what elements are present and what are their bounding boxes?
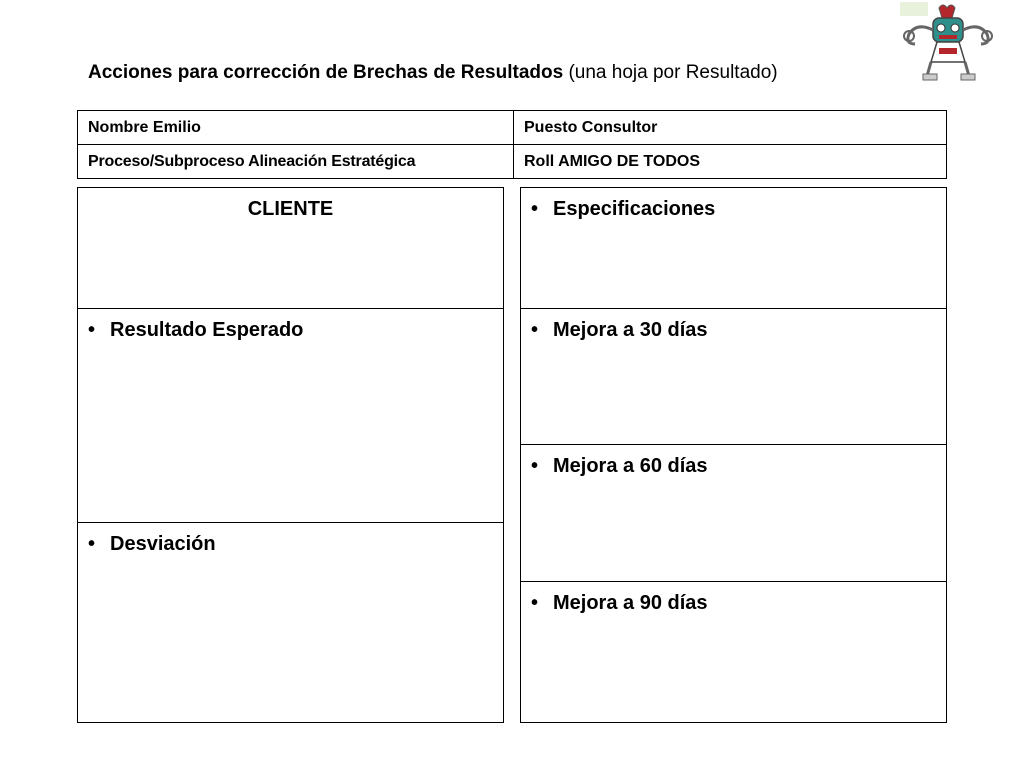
deviation-heading	[88, 533, 216, 556]
role-cell	[513, 144, 947, 179]
page-title	[88, 62, 778, 84]
right-panel	[520, 187, 947, 723]
process-cell	[77, 144, 514, 179]
improve-30-heading	[531, 319, 708, 342]
improve-60-heading	[531, 455, 708, 478]
role-label: Roll AMIGO DE TODOS	[524, 152, 701, 170]
client-heading: CLIENTE	[247, 198, 334, 220]
deviation-section	[78, 522, 503, 722]
client-section	[78, 188, 503, 308]
name-label: Nombre Emilio	[88, 118, 201, 136]
improve-60-section	[521, 444, 946, 581]
improve-90-heading	[531, 592, 708, 615]
name-cell	[77, 110, 514, 145]
deviation-label: Desviación	[110, 533, 216, 555]
bullet: •	[88, 319, 96, 341]
bullet: •	[88, 533, 96, 555]
mascot-logo-icon	[895, 0, 1000, 85]
left-panel	[77, 187, 504, 723]
specifications-label: Especificaciones	[553, 198, 716, 220]
improve-30-section	[521, 308, 946, 444]
bullet: •	[531, 198, 539, 220]
position-cell	[513, 110, 947, 145]
position-label: Puesto Consultor	[524, 118, 658, 136]
specifications-heading	[531, 198, 715, 221]
specifications-section	[521, 188, 946, 308]
improve-30-label: Mejora a 30 días	[553, 319, 708, 341]
bullet: •	[531, 592, 539, 614]
expected-result-section	[78, 308, 503, 522]
improve-90-section	[521, 581, 946, 722]
expected-result-heading	[88, 319, 303, 342]
bullet: •	[531, 455, 539, 477]
process-label: Proceso/Subproceso Alineación Estratégica	[88, 152, 416, 170]
expected-result-label: Resultado Esperado	[110, 319, 304, 341]
improve-90-label: Mejora a 90 días	[553, 592, 708, 614]
improve-60-label: Mejora a 60 días	[553, 455, 708, 477]
title-bold: Acciones para corrección de Brechas de Resultados	[88, 62, 564, 83]
bullet: •	[531, 319, 539, 341]
title-subtitle: (una hoja por Resultado)	[568, 62, 778, 83]
